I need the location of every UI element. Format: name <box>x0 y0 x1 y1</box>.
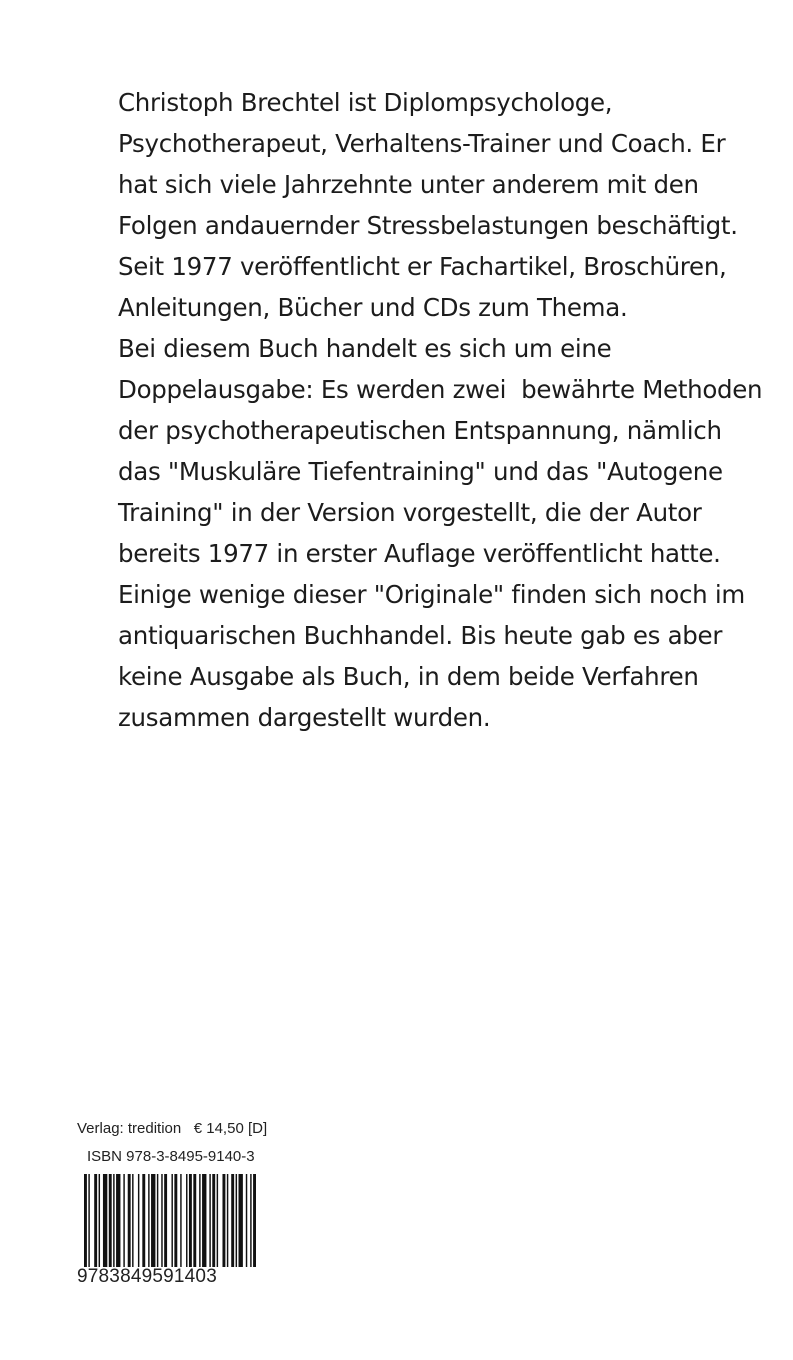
barcode-bar <box>253 1174 256 1267</box>
description-line: Psychotherapeut, Verhaltens-Trainer und Coach. Er <box>118 129 726 158</box>
barcode-bar <box>84 1174 87 1267</box>
barcode-bar <box>186 1174 187 1267</box>
description-line: bereits 1977 in erster Auflage veröffentlicht hatte. <box>118 539 721 568</box>
barcode-bar <box>231 1174 234 1267</box>
description-line: Training" in der Version vorgestellt, die der Autor <box>118 498 702 527</box>
barcode-bar <box>132 1174 133 1267</box>
barcode-icon <box>84 1174 256 1267</box>
barcode-bar <box>189 1174 192 1267</box>
barcode-bar <box>236 1174 237 1267</box>
publisher-price-label: Verlag: tredition € 14,50 [D] <box>77 1120 268 1137</box>
barcode-bar <box>148 1174 149 1267</box>
description-line: Einige wenige dieser "Originale" finden sich noch im <box>118 580 745 609</box>
description-line: keine Ausgabe als Buch, in dem beide Verfahren <box>118 662 699 691</box>
barcode-bar <box>109 1174 112 1267</box>
barcode-bar <box>88 1174 89 1267</box>
barcode-bar <box>199 1174 200 1267</box>
description-line: Anleitungen, Bücher und CDs zum Thema. <box>118 293 628 322</box>
barcode-bar <box>99 1174 100 1267</box>
barcode-bar <box>94 1174 97 1267</box>
barcode-bar <box>180 1174 181 1267</box>
barcode-bar <box>174 1174 177 1267</box>
barcode-bar <box>212 1174 215 1267</box>
barcode-bar <box>161 1174 162 1267</box>
barcode-bar <box>123 1174 124 1267</box>
barcode-bar <box>202 1174 206 1267</box>
barcode-bar <box>222 1174 225 1267</box>
description-line: Seit 1977 veröffentlicht er Fachartikel, Broschüren, <box>118 252 727 281</box>
description-line: Christoph Brechtel ist Diplompsychologe, <box>118 88 613 117</box>
barcode-bar <box>246 1174 247 1267</box>
barcode-bar <box>171 1174 172 1267</box>
barcode-bar <box>239 1174 243 1267</box>
description-line: Bei diesem Buch handelt es sich um eine <box>118 334 612 363</box>
isbn-barcode-block <box>71 1114 289 1294</box>
barcode-bar <box>209 1174 210 1267</box>
barcode-bar <box>138 1174 139 1267</box>
description-line: hat sich viele Jahrzehnte unter anderem mit den <box>118 170 699 199</box>
isbn-label: ISBN 978-3-8495-9140-3 <box>87 1148 255 1165</box>
barcode-bar <box>128 1174 131 1267</box>
barcode-bar <box>193 1174 196 1267</box>
description-line: antiquarischen Buchhandel. Bis heute gab es aber <box>118 621 723 650</box>
barcode-bar <box>116 1174 120 1267</box>
description-line: das "Muskuläre Tiefentraining" und das "Autogene <box>118 457 723 486</box>
barcode-bar <box>250 1174 251 1267</box>
description-line: Doppelausgabe: Es werden zwei bewährte Methoden <box>118 375 763 404</box>
description-line: Folgen andauernder Stressbelastungen beschäftigt. <box>118 211 738 240</box>
book-description <box>118 82 763 738</box>
barcode-bar <box>164 1174 167 1267</box>
description-line: der psychotherapeutischen Entspannung, nämlich <box>118 416 722 445</box>
barcode-digits: 9783849591403 <box>77 1266 217 1287</box>
barcode-bar <box>217 1174 218 1267</box>
barcode-bar <box>157 1174 158 1267</box>
barcode-bar <box>151 1174 155 1267</box>
barcode-bar <box>103 1174 107 1267</box>
description-line: zusammen dargestellt wurden. <box>118 703 491 732</box>
barcode-bar <box>113 1174 114 1267</box>
barcode-bar <box>142 1174 145 1267</box>
barcode-bar <box>227 1174 228 1267</box>
